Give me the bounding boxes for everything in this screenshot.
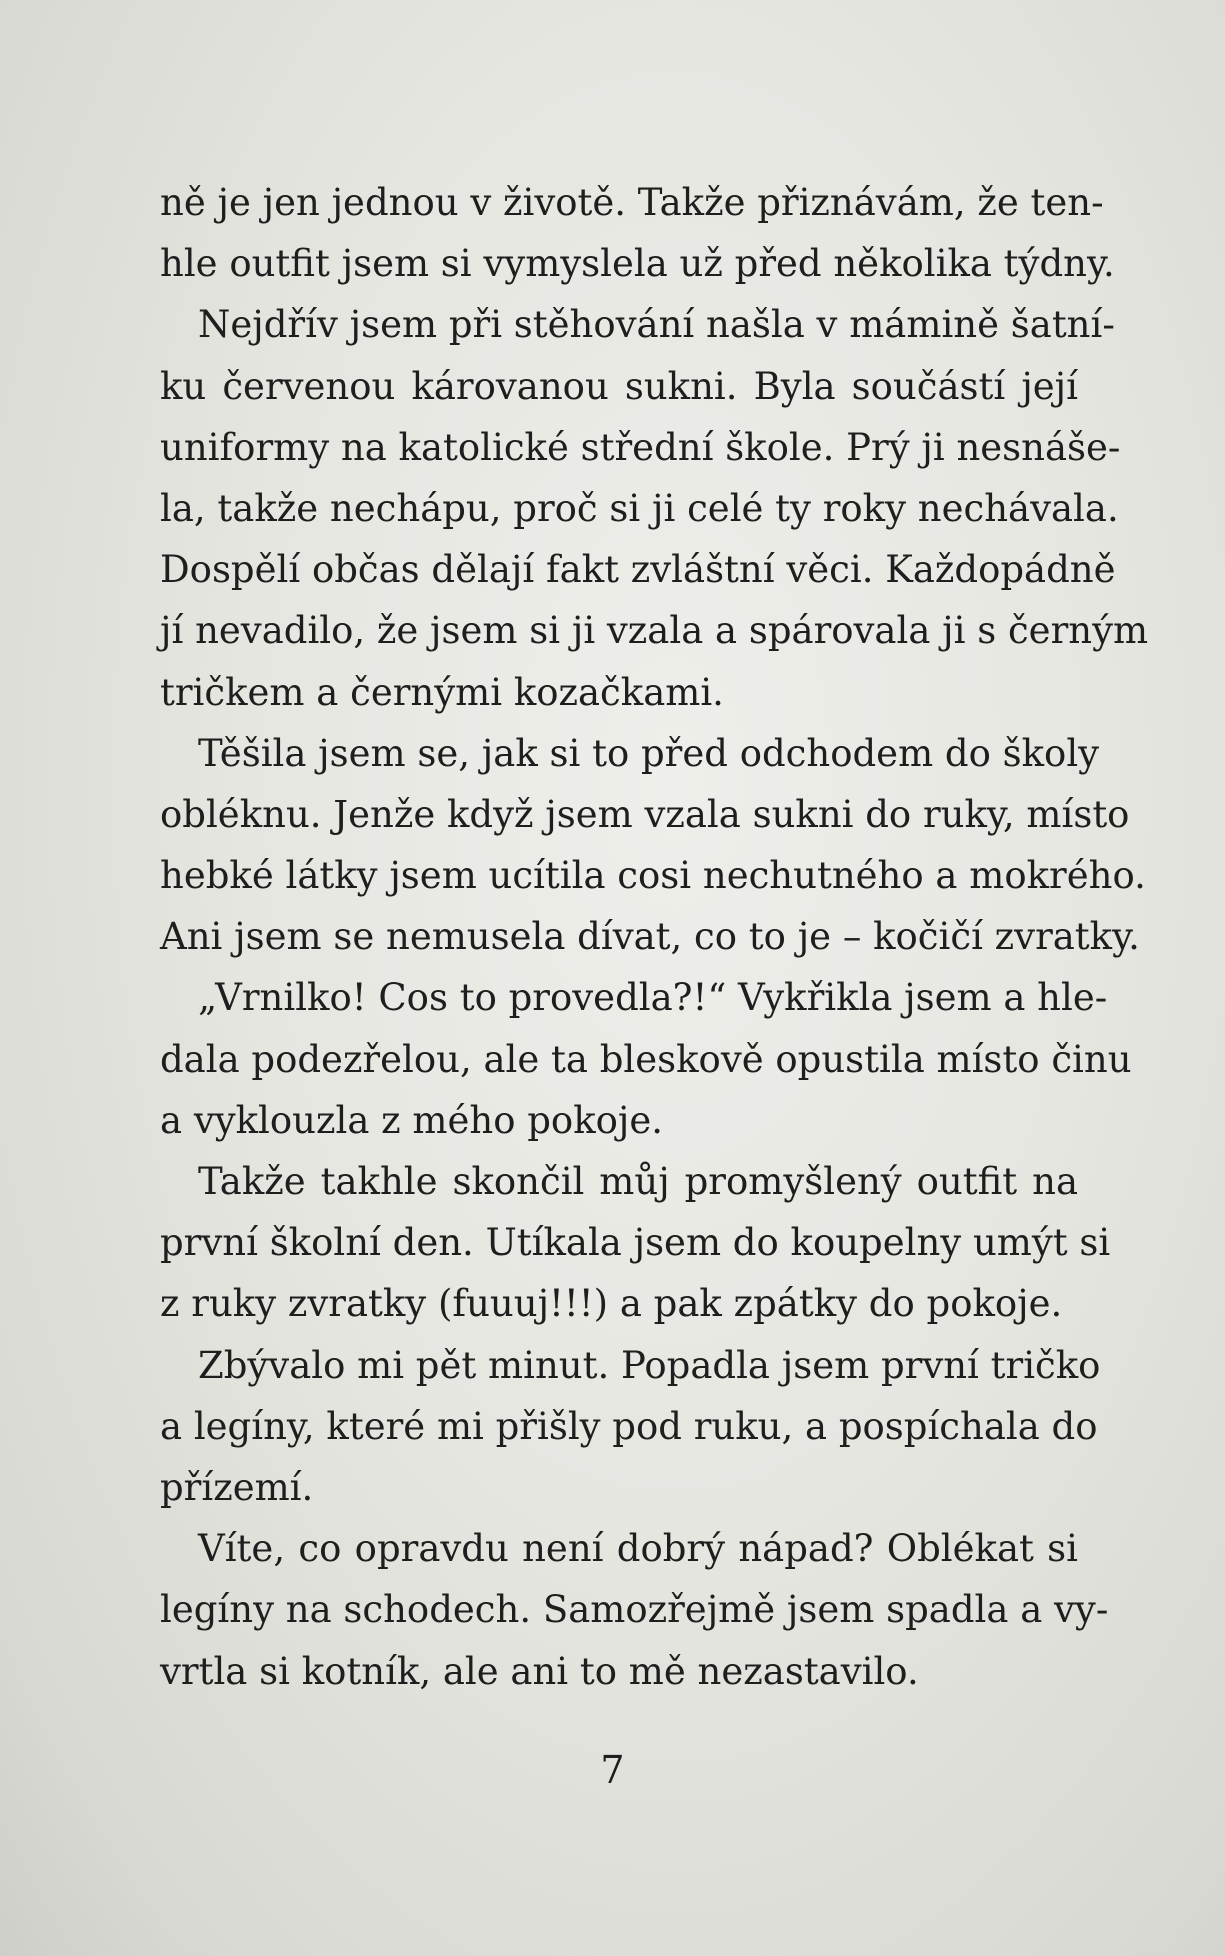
- text-line: první školní den. Utíkala jsem do koupelny umýt si: [160, 1221, 1111, 1265]
- text-line: ku červenou károvanou sukni. Byla součástí její: [160, 364, 1078, 408]
- text-line: obléknu. Jenže když jsem vzala sukni do ruky, místo: [160, 792, 1130, 836]
- text-line: Těšila jsem se, jak si to před odchodem do školy: [198, 731, 1100, 775]
- text-line: vrtla si kotník, ale ani to mě nezastavilo.: [160, 1649, 919, 1693]
- text-line: a vyklouzla z mého pokoje.: [160, 1098, 664, 1142]
- text-line: jí nevadilo, že jsem si ji vzala a spárovala ji s černým: [160, 609, 1149, 653]
- text-line: Ani jsem se nemusela dívat, co to je – kočičí zvratky.: [160, 915, 1140, 959]
- text-line: tričkem a černými kozačkami.: [160, 670, 724, 714]
- text-line: dala podezřelou, ale ta bleskově opustila místo činu: [160, 1037, 1132, 1081]
- text-line: z ruky zvratky (fuuuj!!!) a pak zpátky do pokoje.: [160, 1282, 1063, 1326]
- text-line: legíny na schodech. Samozřejmě jsem spadla a vy-: [160, 1588, 1109, 1632]
- text-line: přízemí.: [160, 1465, 314, 1509]
- text-line: ně je jen jednou v životě. Takže přiznávám, že ten-: [160, 181, 1104, 224]
- text-line: Zbývalo mi pět minut. Popadla jsem první tričko: [198, 1343, 1101, 1387]
- text-line: la, takže nechápu, proč si ji celé ty roky nechávala.: [160, 486, 1119, 530]
- text-line: Víte, co opravdu není dobrý nápad? Oblékat si: [198, 1527, 1078, 1571]
- text-line: hle outfit jsem si vymyslela už před několika týdny.: [160, 242, 1115, 286]
- page-number: 7: [600, 1748, 625, 1792]
- text-line: uniformy na katolické střední škole. Prý ji nesnáše-: [160, 425, 1121, 469]
- text-line: Takže takhle skončil můj promyšlený outfit na: [198, 1160, 1078, 1203]
- body-text: [160, 172, 1149, 1702]
- text-line: hebké látky jsem ucítila cosi nechutného a mokrého.: [160, 854, 1146, 898]
- text-line: Nejdřív jsem při stěhování našla v mámině šatní-: [198, 303, 1115, 347]
- text-line: a legíny, které mi přišly pod ruku, a pospíchala do: [160, 1404, 1098, 1448]
- text-line: „Vrnilko! Cos to provedla?!“ Vykřikla jsem a hle-: [198, 976, 1108, 1020]
- text-line: Dospělí občas dělají fakt zvláštní věci. Každopádně: [160, 548, 1116, 592]
